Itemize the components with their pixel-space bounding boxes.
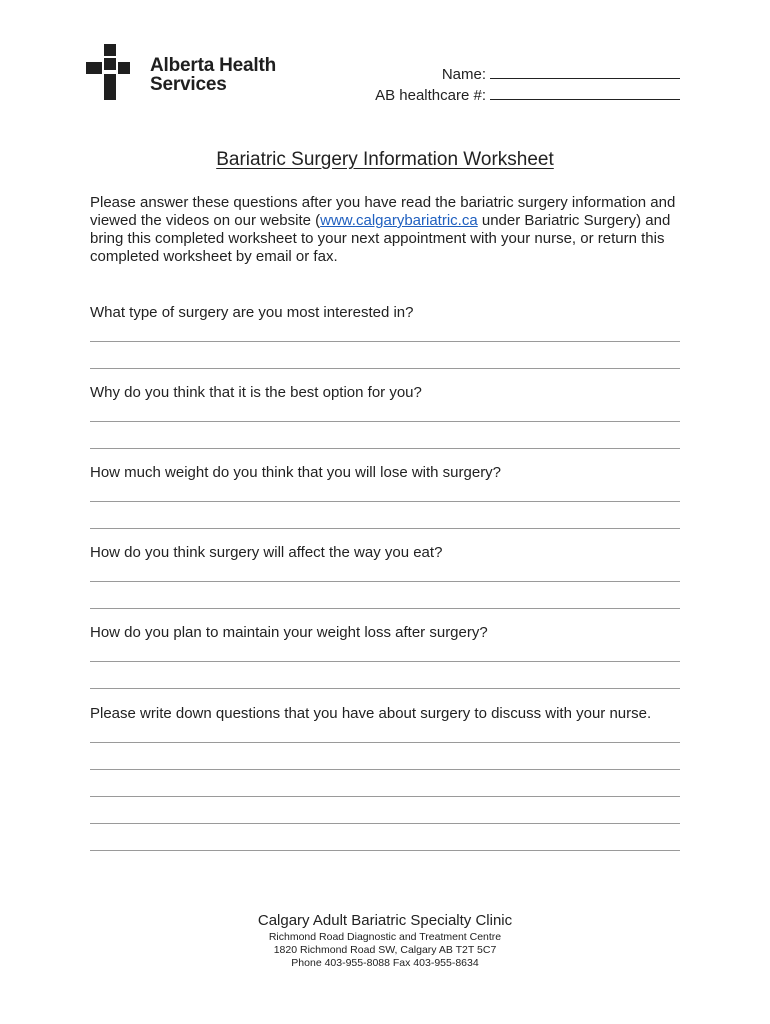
clinic-centre: Richmond Road Diagnostic and Treatment Centre bbox=[268, 931, 502, 943]
clinic-footer bbox=[0, 911, 770, 970]
answer-line[interactable] bbox=[90, 608, 680, 609]
question-4: How do you think surgery will affect the way you eat? bbox=[90, 544, 443, 561]
clinic-contact: Phone 403-955-8088 Fax 403-955-8634 bbox=[291, 957, 479, 969]
healthcare-field-row bbox=[375, 85, 680, 106]
intro-text-after: under Bariatric Surgery) and bring this completed worksheet to your next appointment with your nurse, or return this completed worksheet by email or fax. bbox=[90, 212, 671, 265]
intro-text-before: Please answer these questions after you have read the bariatric surgery information and viewed the videos on our website ( bbox=[90, 194, 676, 229]
question-3: How much weight do you think that you will lose with surgery? bbox=[90, 464, 502, 481]
name-field-row bbox=[375, 64, 680, 85]
answer-line[interactable] bbox=[90, 368, 680, 369]
ahs-wordmark bbox=[150, 56, 276, 94]
answer-line[interactable] bbox=[90, 501, 680, 502]
answer-line[interactable] bbox=[90, 850, 680, 851]
answer-line[interactable] bbox=[90, 661, 680, 662]
healthcare-input-line[interactable] bbox=[490, 85, 680, 100]
question-2: Why do you think that it is the best option for you? bbox=[90, 384, 422, 401]
website-link[interactable]: www.calgarybariatric.ca bbox=[320, 212, 478, 229]
name-input-line[interactable] bbox=[490, 64, 680, 79]
answer-line[interactable] bbox=[90, 581, 680, 582]
healthcare-label: AB healthcare #: bbox=[375, 87, 486, 104]
answer-line[interactable] bbox=[90, 796, 680, 797]
question-1: What type of surgery are you most interested in? bbox=[90, 304, 414, 321]
answer-line[interactable] bbox=[90, 341, 680, 342]
answer-line[interactable] bbox=[90, 823, 680, 824]
ahs-cross-icon bbox=[86, 44, 142, 100]
clinic-address: 1820 Richmond Road SW, Calgary AB T2T 5C7 bbox=[273, 944, 497, 956]
question-5: How do you plan to maintain your weight loss after surgery? bbox=[90, 624, 488, 641]
answer-line[interactable] bbox=[90, 742, 680, 743]
answer-line[interactable] bbox=[90, 421, 680, 422]
logo-line-1: Alberta Health bbox=[150, 55, 277, 76]
clinic-name: Calgary Adult Bariatric Specialty Clinic bbox=[257, 912, 513, 929]
intro-paragraph bbox=[90, 194, 690, 266]
answer-line[interactable] bbox=[90, 688, 680, 689]
answer-line[interactable] bbox=[90, 448, 680, 449]
name-label: Name: bbox=[441, 66, 486, 83]
patient-fields bbox=[375, 64, 680, 106]
page-title: Bariatric Surgery Information Worksheet bbox=[216, 149, 554, 170]
answer-line[interactable] bbox=[90, 769, 680, 770]
ahs-logo bbox=[86, 44, 286, 100]
question-6: Please write down questions that you have about surgery to discuss with your nurse. bbox=[90, 705, 652, 722]
answer-line[interactable] bbox=[90, 528, 680, 529]
logo-line-2: Services bbox=[150, 74, 227, 95]
